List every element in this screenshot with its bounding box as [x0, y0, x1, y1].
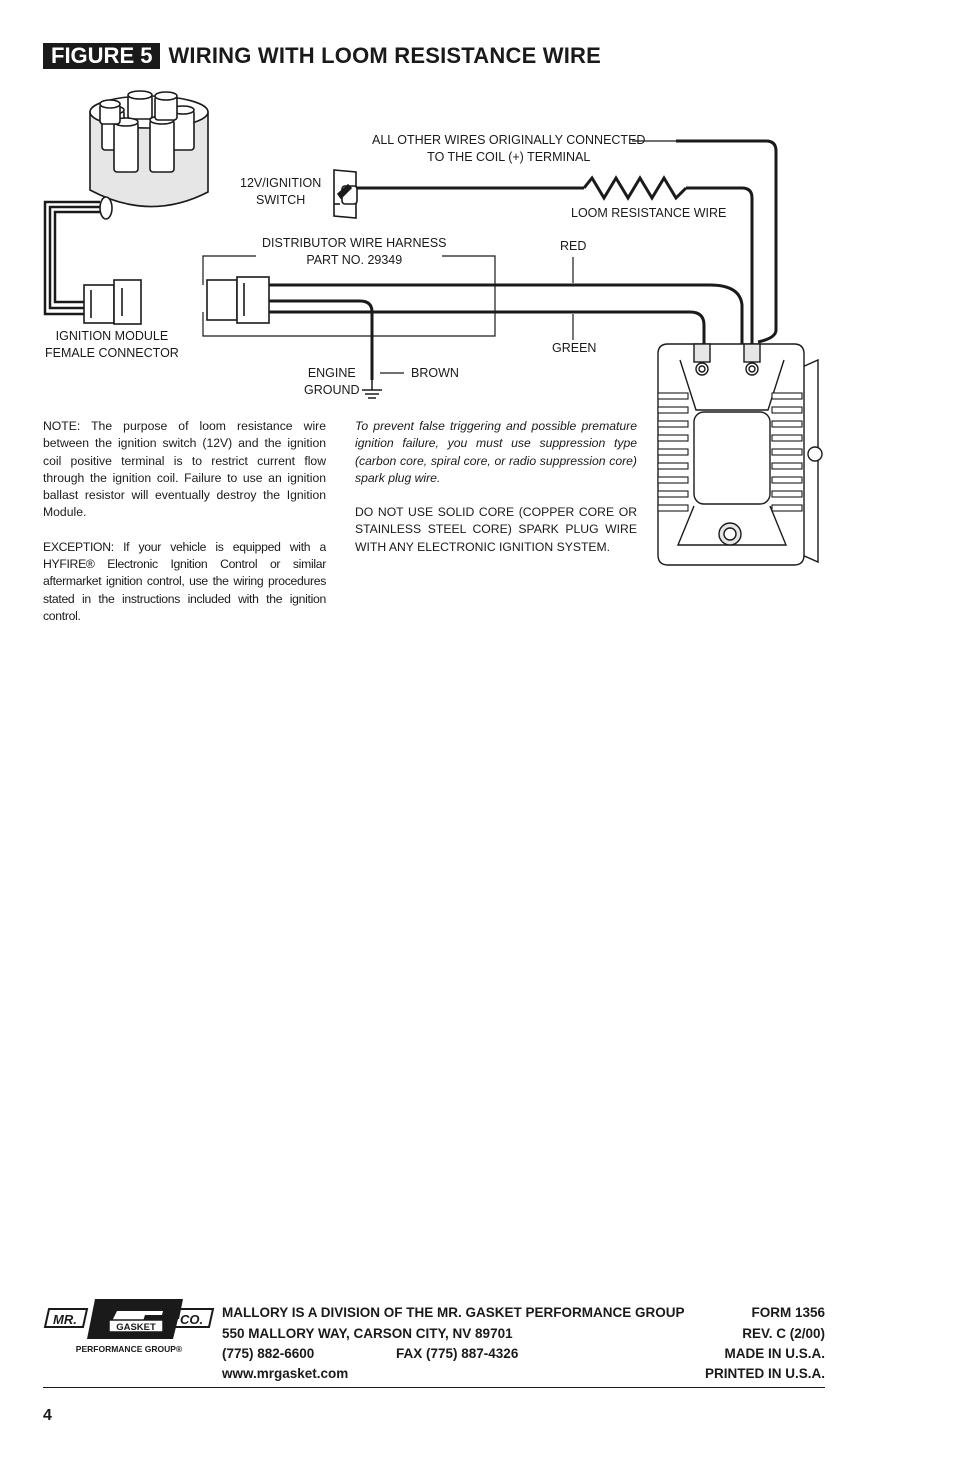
printed-in: PRINTED IN U.S.A. — [704, 1366, 825, 1381]
red-wire-label: RED — [560, 239, 587, 253]
mr-gasket-logo — [43, 1297, 215, 1357]
revision: REV. C (2/00) — [742, 1326, 825, 1341]
ignition-switch-label: 12V/IGNITION SWITCH — [240, 176, 322, 207]
company-address: 550 MALLORY WAY, CARSON CITY, NV 89701 — [222, 1326, 513, 1341]
loom-wire-note: NOTE: The purpose of loom resistance wire between the ignition switch (12V) and the ignition coil positive terminal is to restrict current flow through the ignition coil. Failure to use an ignition ballast resistor will eventually destroy the Ignition Module. — [43, 419, 326, 520]
engine-ground-label: ENGINE GROUND — [304, 366, 360, 397]
harness-connector-icon — [207, 277, 269, 323]
company-website[interactable]: www.mrgasket.com — [222, 1366, 349, 1381]
solid-core-caution: DO NOT USE SOLID CORE (COPPER CORE OR STAINLESS STEEL CORE) SPARK PLUG WIRE WITH ANY ELECTRONIC IGNITION SYSTEM. — [355, 505, 637, 554]
module-connector-label: IGNITION MODULE FEMALE CONNECTOR — [45, 329, 179, 360]
leader-lines — [380, 257, 573, 373]
module-connector-icon — [84, 280, 141, 324]
form-number: FORM 1356 — [751, 1305, 825, 1320]
loom-resistance-label: LOOM RESISTANCE WIRE — [571, 206, 727, 220]
company-line: MALLORY IS A DIVISION OF THE MR. GASKET PERFORMANCE GROUP — [222, 1305, 685, 1320]
page-number: 4 — [43, 1407, 52, 1424]
other-wires-label: ALL OTHER WIRES ORIGINALLY CONNECTED TO THE COIL (+) TERMINAL — [372, 133, 646, 164]
made-in: MADE IN U.S.A. — [724, 1346, 825, 1361]
logo-co: CO. — [180, 1312, 204, 1327]
left-notes — [43, 418, 326, 642]
right-notes — [355, 418, 637, 573]
logo-gasket: GASKET — [116, 1322, 156, 1333]
distributor-cap-icon — [90, 91, 208, 219]
figure-label: FIGURE 5 — [43, 43, 160, 69]
ground-icon — [362, 380, 382, 398]
suppression-wire-warning: To prevent false triggering and possible premature ignition failure, you must use suppression type (carbon core, spiral core, or radio suppression core) spark plug wire. — [355, 419, 637, 485]
figure-heading: WIRING WITH LOOM RESISTANCE WIRE — [168, 43, 601, 68]
company-fax: FAX (775) 887-4326 — [396, 1346, 519, 1361]
exception-note: EXCEPTION: If your vehicle is equipped with a HYFIRE® Electronic Ignition Control or similar aftermarket ignition control, use the wiring procedures stated in the instructions included with the ignition control. — [43, 539, 326, 623]
company-phone: (775) 882-6600 — [222, 1346, 315, 1361]
harness-label: DISTRIBUTOR WIRE HARNESS PART NO. 29349 — [262, 236, 447, 267]
logo-group: PERFORMANCE GROUP® — [75, 1344, 183, 1354]
ignition-switch-icon — [334, 170, 357, 218]
footer-divider — [43, 1387, 825, 1388]
logo-mr: MR. — [53, 1312, 77, 1327]
green-wire-label: GREEN — [552, 341, 597, 355]
brown-wire-label: BROWN — [411, 366, 459, 380]
